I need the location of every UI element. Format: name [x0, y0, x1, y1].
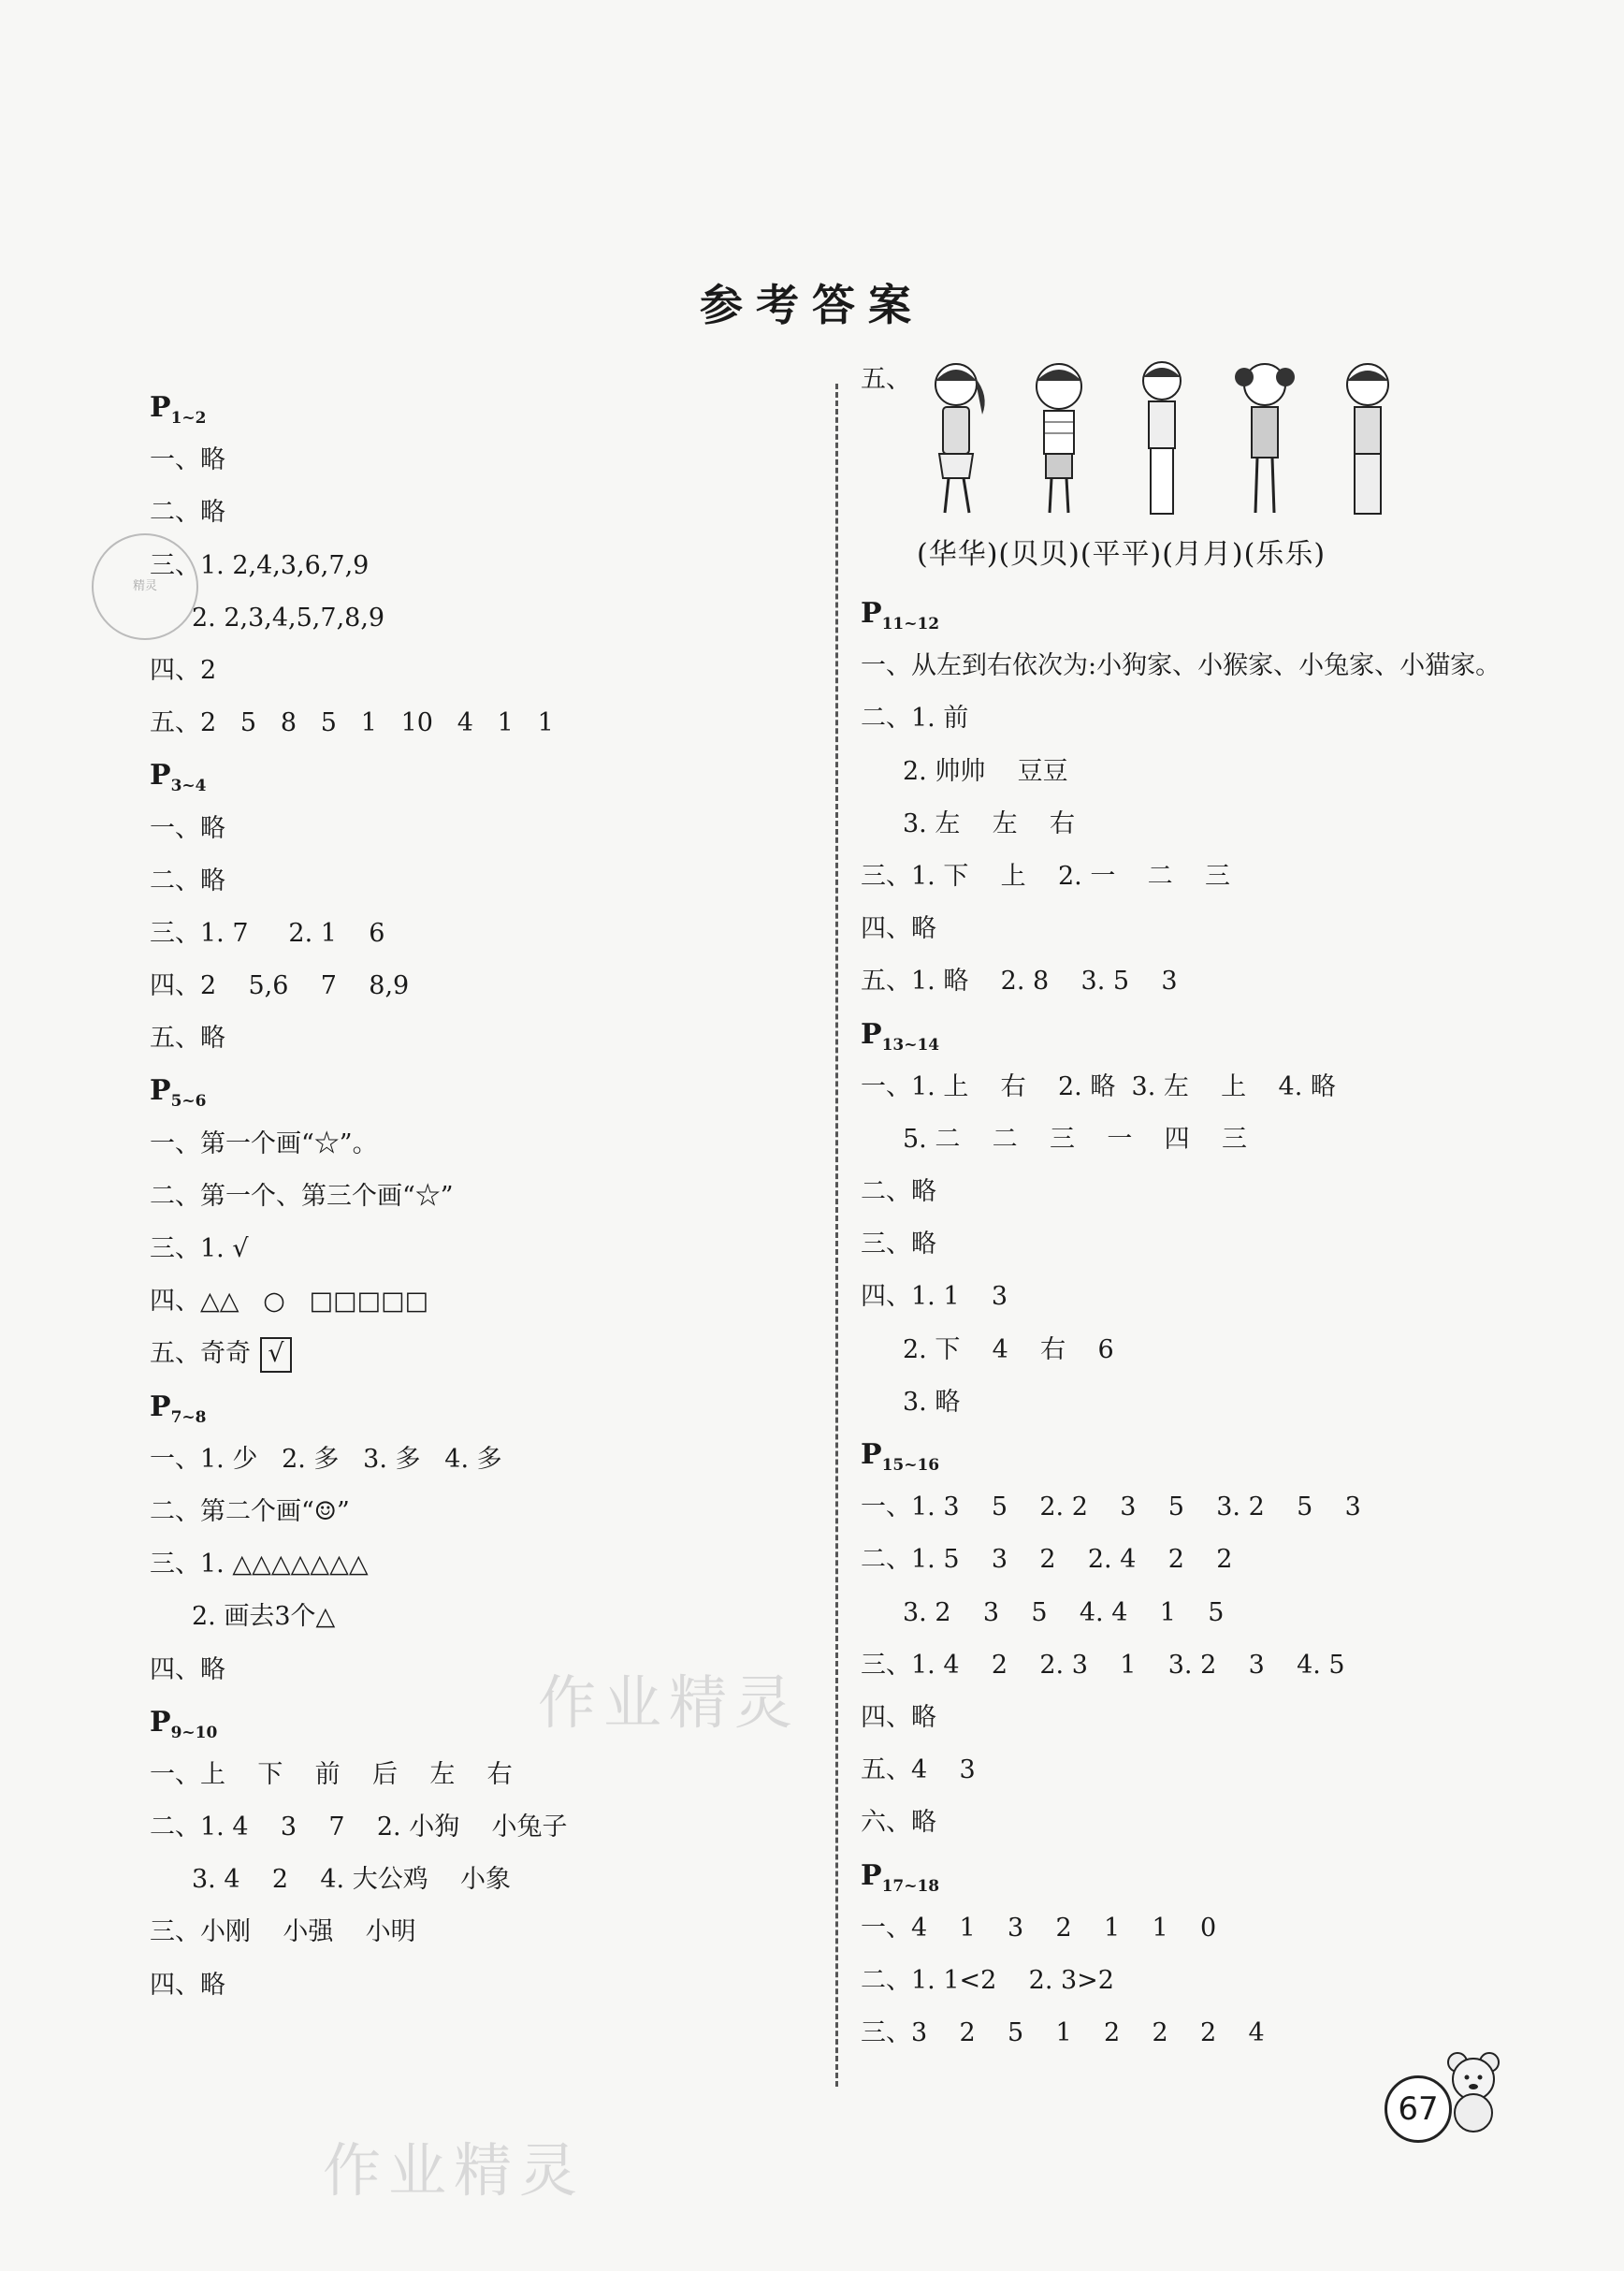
stamp-label: 精灵 — [132, 579, 157, 593]
answer-line: 四、略 — [861, 914, 936, 944]
tall-boy-figure-icon — [1123, 358, 1201, 522]
answer-line: 三、1. 2,4,3,6,7,9 — [150, 550, 370, 580]
children-names: (华华)(贝贝)(平平)(月月)(乐乐) — [917, 538, 1327, 571]
answer-line: 四、1. 1 3 — [861, 1282, 1008, 1312]
answer-line: 3. 左 左 右 — [903, 808, 1076, 838]
answer-line: 二、第二个画“☺” — [150, 1496, 350, 1526]
answer-line: 3. 4 2 4. 大公鸡 小象 — [192, 1865, 512, 1895]
page-range-header: $P_{17\sim 18}$ — [861, 1858, 940, 1896]
right-column — [861, 365, 1572, 2060]
answer-line: 一、从左到右依次为:小狗家、小猴家、小兔家、小猫家。 — [861, 651, 1501, 681]
answer-line: 四、略 — [150, 1654, 225, 1684]
answer-line: 四、2 5,6 7 8,9 — [150, 971, 410, 1001]
answer-line: 一、1. 上 右 2. 略 3. 左 上 4. 略 — [861, 1071, 1336, 1101]
answer-line: 一、略 — [150, 445, 225, 475]
teddy-bear-icon — [1441, 2049, 1506, 2133]
answer-line: 2. 下 4 右 6 — [903, 1334, 1114, 1364]
answer-line: 2. 帅帅 豆豆 — [903, 756, 1068, 786]
check-box: √ — [260, 1337, 292, 1373]
answer-line: 四、2 — [150, 655, 217, 685]
answer-line: 一、1. 少 2. 多 3. 多 4. 多 — [150, 1444, 502, 1474]
answer-line: 四、略 — [150, 1970, 225, 2000]
answer-line: 2. 画去3个△ — [192, 1602, 336, 1632]
boy-figure-2-icon — [1328, 358, 1407, 522]
watermark-bottom: 作业精灵 — [323, 2136, 586, 2205]
answer-line: 三、1. 下 上 2. 一 二 三 — [861, 861, 1231, 891]
answer-line: 三、1. △△△△△△△ — [150, 1550, 369, 1580]
answer-line: 3. 略 — [903, 1387, 961, 1417]
answer-line: 三、小刚 小强 小明 — [150, 1917, 416, 1947]
page-range-header: $P_{15\sim 16}$ — [861, 1438, 940, 1475]
answer-line: 二、1. 5 3 2 2. 4 2 2 — [861, 1545, 1233, 1575]
right-answers — [861, 588, 1572, 2060]
watermark-mid: 作业精灵 — [538, 1668, 801, 1737]
answer-line: 二、1. 1<2 2. 3>2 — [861, 1965, 1114, 1995]
answer-line: 5. 二 二 三 一 四 三 — [903, 1124, 1247, 1154]
answer-line: 五、4 3 — [861, 1755, 976, 1785]
answer-line: 一、4 1 3 2 1 1 0 — [861, 1913, 1217, 1943]
answer-line: 六、略 — [861, 1808, 936, 1838]
answer-line: 五、奇奇 √ — [150, 1328, 805, 1380]
page-range-header: $P_{3\sim 4}$ — [150, 759, 207, 796]
page-range-header: $P_{1\sim 2}$ — [150, 391, 207, 428]
page-range-header: $P_{11\sim 12}$ — [861, 597, 940, 633]
answer-line: 一、第一个画“☆”。 — [150, 1128, 378, 1158]
page-range-header: $P_{5\sim 6}$ — [150, 1074, 207, 1112]
answer-line: 二、1. 前 — [861, 704, 969, 734]
answer-line: 二、略 — [150, 498, 225, 528]
answer-line: 2. 2,3,4,5,7,8,9 — [192, 603, 385, 633]
girl-figure-icon — [917, 358, 995, 522]
left-column — [150, 382, 805, 2012]
children-illustration — [861, 344, 1572, 522]
page-number: 67 — [1385, 2075, 1452, 2143]
answer-line: 三、3 2 5 1 2 2 2 4 — [861, 2018, 1265, 2048]
answer-line: 三、1. √ — [150, 1234, 249, 1263]
answer-line: 一、1. 3 5 2. 2 3 5 3. 2 5 3 — [861, 1492, 1361, 1522]
answer-line: 三、略 — [861, 1230, 936, 1259]
answer-line: 3. 2 3 5 4. 4 1 5 — [903, 1597, 1225, 1627]
girl-figure-2-icon — [1225, 358, 1304, 522]
answer-line: 二、略 — [861, 1177, 936, 1207]
answer-line: 五、2 5 8 5 1 10 4 1 1 — [150, 708, 554, 738]
answer-line: 五、略 — [150, 1024, 225, 1054]
page-range-header: $P_{9\sim 10}$ — [150, 1705, 218, 1742]
answer-line: 三、1. 4 2 2. 3 1 3. 2 3 4. 5 — [861, 1650, 1345, 1680]
answer-line: 二、第一个、第三个画“☆” — [150, 1181, 454, 1211]
column-divider — [835, 384, 838, 2087]
boy-figure-icon — [1020, 358, 1098, 522]
page-range-header: $P_{7\sim 8}$ — [150, 1390, 207, 1427]
page-range-header: $P_{13\sim 14}$ — [861, 1017, 940, 1055]
answer-line: 四、略 — [861, 1702, 936, 1732]
answer-line: 五、1. 略 2. 8 3. 5 3 — [861, 967, 1178, 997]
answer-line: 四、△△ ○ □□□□□ — [150, 1287, 429, 1317]
page-title: 参考答案 — [700, 280, 924, 330]
answer-line: 一、略 — [150, 813, 225, 843]
section-label: 五、 — [861, 365, 911, 394]
answer-line: 二、略 — [150, 866, 225, 895]
answer-line: 三、1. 7 2. 1 6 — [150, 918, 385, 948]
answer-line: 一、上 下 前 后 左 右 — [150, 1759, 513, 1789]
answer-line: 二、1. 4 3 7 2. 小狗 小兔子 — [150, 1812, 568, 1842]
